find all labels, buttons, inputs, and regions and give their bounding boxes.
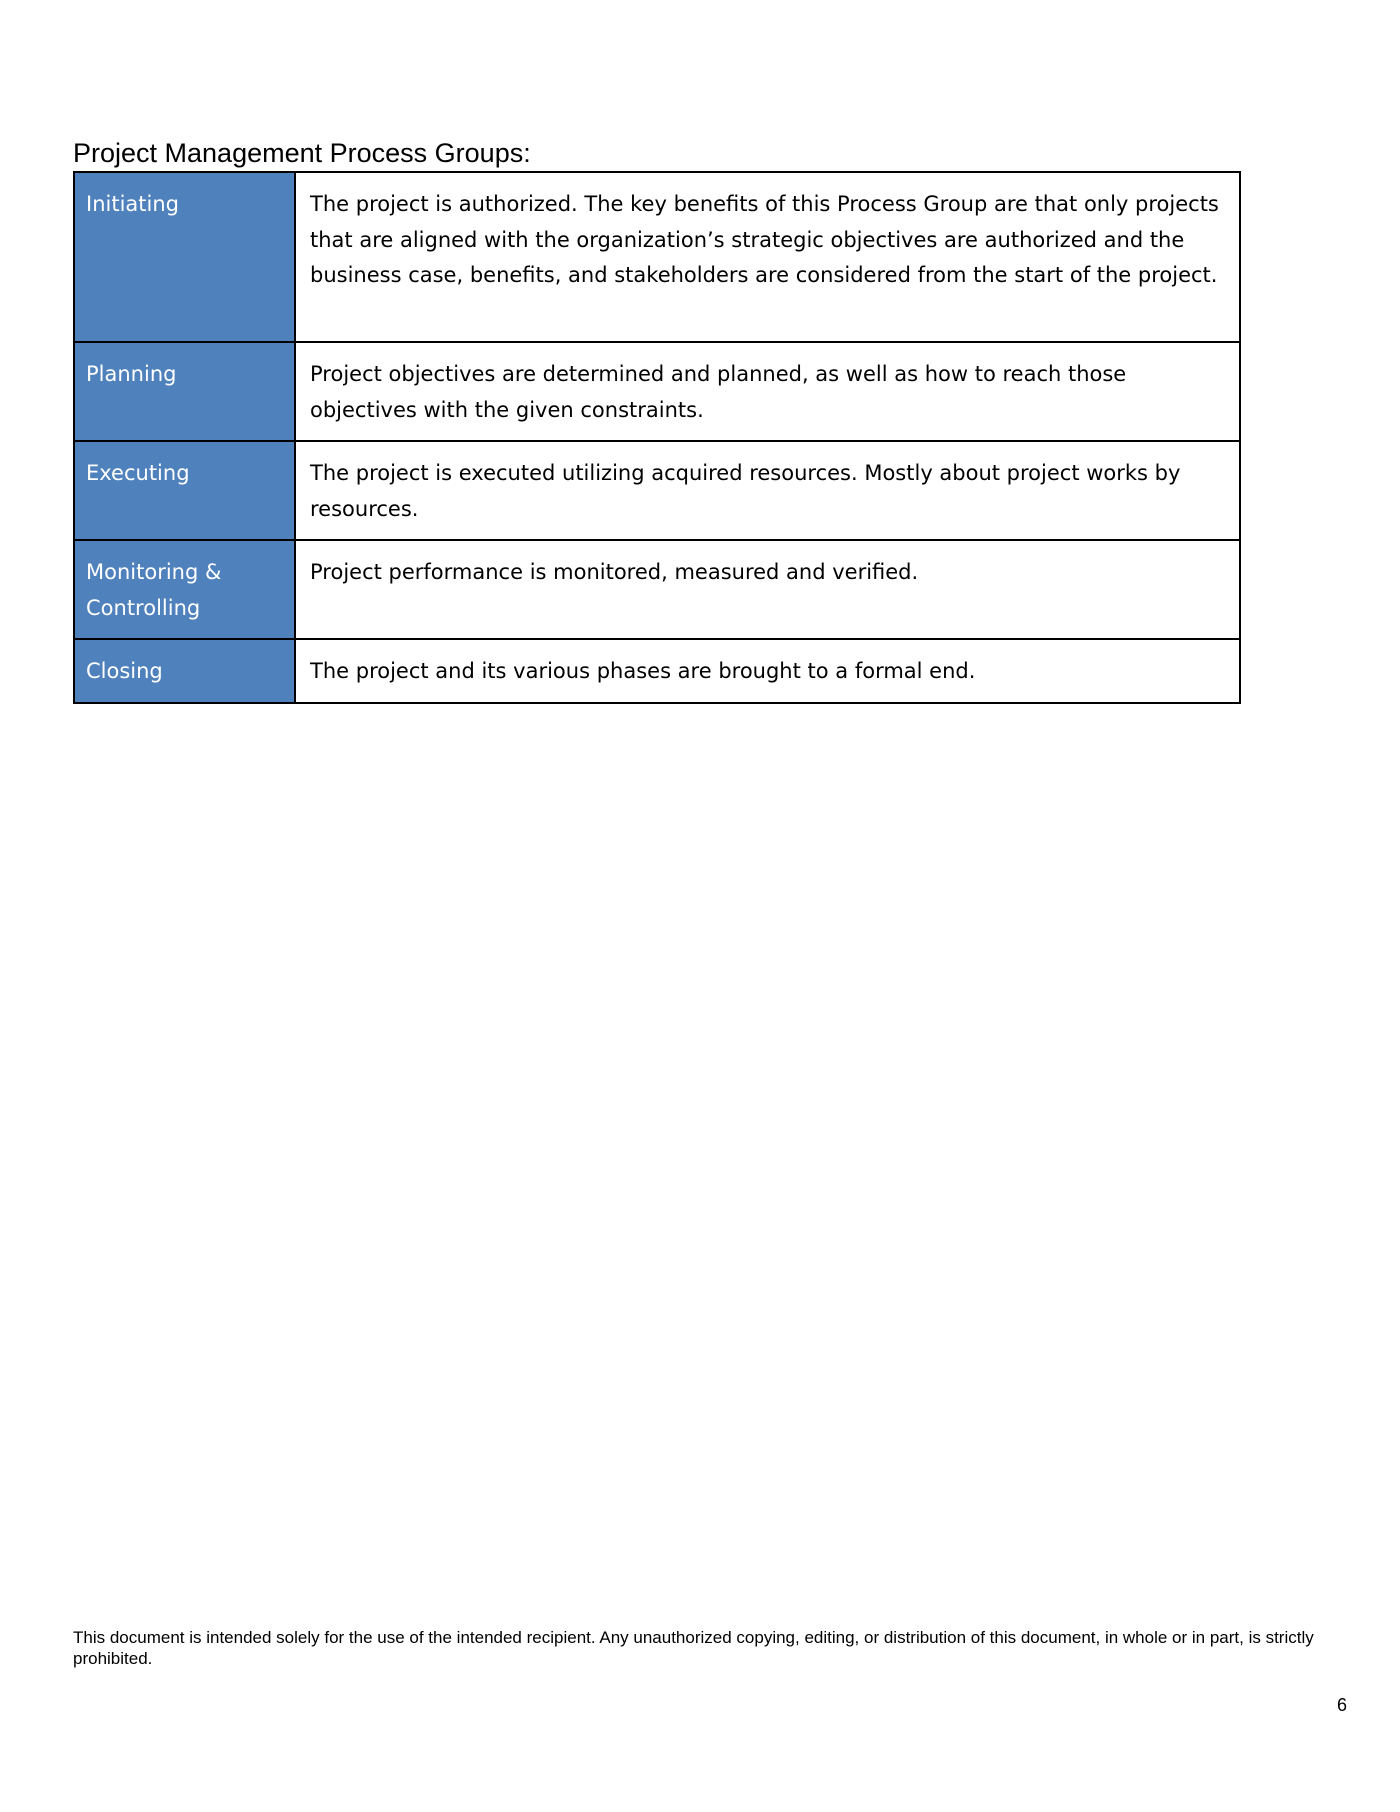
process-group-description: The project is executed utilizing acquired resources. Mostly about project works by resources. <box>295 441 1240 540</box>
process-groups-table <box>73 171 1241 704</box>
process-group-name: Initiating <box>74 172 295 342</box>
process-group-description: Project performance is monitored, measured and verified. <box>295 540 1240 639</box>
process-group-name: Executing <box>74 441 295 540</box>
table-row <box>74 540 1240 639</box>
process-group-description: The project is authorized. The key benefits of this Process Group are that only projects that are aligned with the organization’s strategic objectives are authorized and the business case, benefits, and stakeholders are considered from the start of the project. <box>295 172 1240 342</box>
process-group-description: Project objectives are determined and planned, as well as how to reach those objectives with the given constraints. <box>295 342 1240 441</box>
process-group-name: Planning <box>74 342 295 441</box>
page-title: Project Management Process Groups: <box>73 138 531 168</box>
table-row <box>74 342 1240 441</box>
table-row <box>74 172 1240 342</box>
process-group-name: Closing <box>74 639 295 703</box>
page-number: 6 <box>1336 1695 1347 1715</box>
footer-disclaimer: This document is intended solely for the use of the intended recipient. Any unauthorized copying, editing, or distribution of this document, in whole or in part, is strictly prohibited. <box>73 1628 1314 1668</box>
process-group-name: Monitoring & Controlling <box>74 540 295 639</box>
table-row <box>74 639 1240 703</box>
table-row <box>74 441 1240 540</box>
process-group-description: The project and its various phases are brought to a formal end. <box>295 639 1240 703</box>
